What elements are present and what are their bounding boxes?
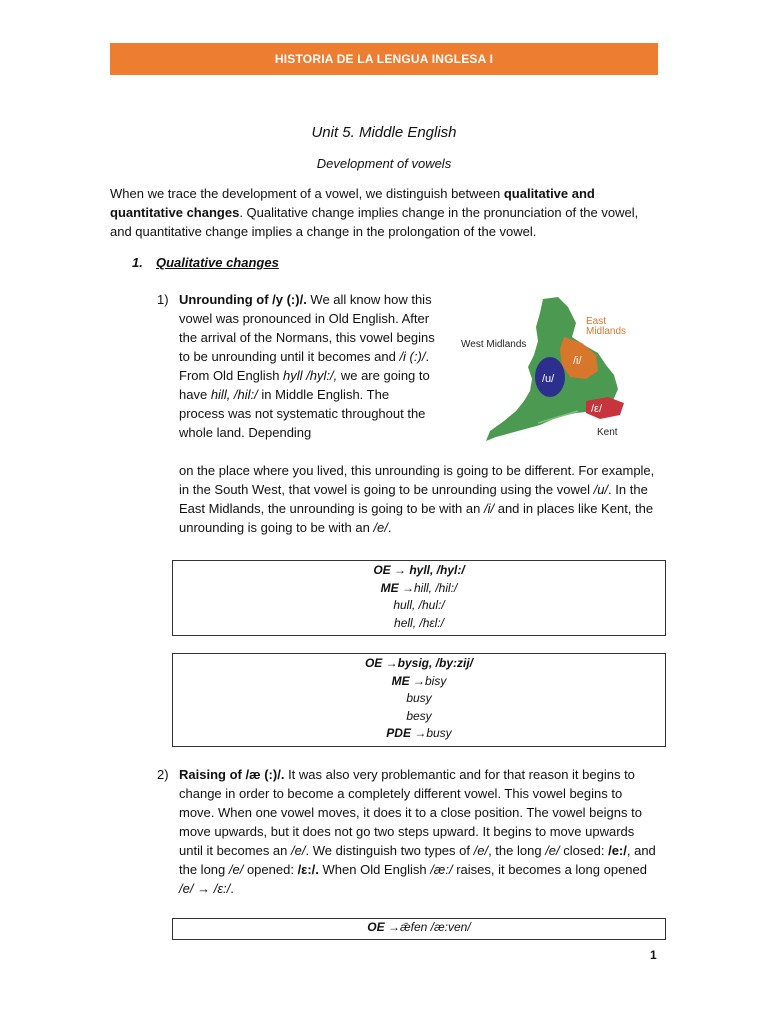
box2-l1-label: OE bbox=[364, 656, 383, 670]
item1-text-d: in Middle English. The process was not systematic throughout the whole land. Depending bbox=[179, 387, 426, 440]
box3-l1-label: OE bbox=[367, 920, 385, 934]
box2-l1-arrow: → bbox=[385, 656, 398, 670]
example-box-hyll bbox=[172, 560, 666, 636]
box1-l2-rest: hill, /hil:/ bbox=[413, 580, 458, 595]
item1-cont-i3: /e/ bbox=[373, 520, 388, 535]
map-label-kent: Kent bbox=[597, 427, 618, 438]
item2-ital-b: /e/ bbox=[473, 843, 489, 858]
item2-text-e: , and the long bbox=[179, 843, 656, 877]
page-title: Unit 5. Middle English bbox=[311, 124, 457, 141]
intro-text-2: . Qualitative change implies change in the pronunciation of the vowel, and quantitative change implies a change in the prolongation of the vowel. bbox=[110, 205, 639, 239]
document-header bbox=[110, 43, 658, 75]
item1-paragraph bbox=[179, 290, 437, 442]
item1-number: 1) bbox=[157, 292, 169, 307]
item1-cont-c: and in places like Kent, the unrounding is going to be with an bbox=[179, 501, 654, 535]
item2-ital-c: /e/ bbox=[545, 843, 560, 858]
item1-cont-i2: /i/ bbox=[483, 501, 495, 516]
item2-ital-h: /e/ bbox=[179, 881, 194, 896]
box2-l2-rest: bisy bbox=[425, 673, 447, 688]
item1-text-c: we are going to have bbox=[179, 368, 430, 402]
map-label-east-midlands-2: Midlands bbox=[586, 326, 627, 337]
map-symbol-u: /u/ bbox=[542, 373, 555, 385]
box1-l1-rest: hyll, /hyl:/ bbox=[406, 563, 465, 577]
intro-text-1: When we trace the development of a vowel, we distinguish between bbox=[110, 186, 504, 201]
box2-l2-label: ME bbox=[391, 673, 410, 688]
item2-ital-i: /ε:/ bbox=[213, 881, 231, 896]
box1-line4: hell, /hεl:/ bbox=[394, 615, 444, 630]
box2-line3: busy bbox=[406, 691, 432, 705]
item1-continuation bbox=[179, 461, 659, 537]
map-label-west-midlands: West Midlands bbox=[461, 339, 527, 350]
box2-l1-rest: bysig, /by:zij/ bbox=[397, 656, 474, 670]
header-title: HISTORIA DE LA LENGUA INGLESA I bbox=[274, 52, 494, 66]
box3-line1 bbox=[173, 919, 665, 937]
item2-text-i: → bbox=[193, 881, 214, 896]
box1-l2-arrow: → bbox=[401, 580, 414, 595]
box1-l1-arrow: → bbox=[394, 563, 406, 577]
box2-line4: besy bbox=[406, 708, 432, 723]
item1-cont-i1: /u/ bbox=[593, 482, 609, 497]
box2-line1 bbox=[173, 655, 665, 673]
england-dialect-map bbox=[448, 293, 660, 453]
item2-paragraph bbox=[179, 765, 659, 898]
item1-heading: Unrounding of /y (:)/. bbox=[179, 292, 307, 307]
box2-l2-arrow: → bbox=[413, 673, 425, 688]
item2-number: 2) bbox=[157, 767, 169, 782]
section-label: Qualitative changes bbox=[156, 255, 279, 270]
box1-line2 bbox=[173, 580, 665, 598]
item2-text-f: opened: bbox=[243, 862, 298, 877]
item2-ital-a: /e/ bbox=[291, 843, 306, 858]
example-box-bysig bbox=[172, 653, 666, 747]
map-label-east-midlands-1: East bbox=[586, 316, 607, 327]
item2-text-a: It was also very problemantic and for that reason it begins to change in order to become a completely different vowel. This vowel begins to move. When one vowel moves, it does it to a close position. The vowel beigns to move upwards, but it does not go two steps upward. It begins to move upwards until it becomes an bbox=[179, 767, 642, 858]
item2-text-g: When Old English bbox=[318, 862, 431, 877]
box3-l1-rest: ǣfen /æ:ven/ bbox=[399, 920, 471, 934]
map-symbol-i: /i/ bbox=[573, 355, 582, 367]
example-box-aefen bbox=[172, 918, 666, 940]
item2-text-d: closed: bbox=[559, 843, 609, 858]
item2-ital-e: /e/ bbox=[228, 862, 244, 877]
box1-l2-label: ME bbox=[380, 580, 399, 595]
item2-text-h: raises, it becomes a long opened bbox=[452, 862, 647, 877]
page-number: 1 bbox=[650, 948, 657, 962]
item2-ital-g: /æ:/ bbox=[430, 862, 453, 877]
item2-bold-d: /e:/ bbox=[608, 843, 627, 858]
section-number: 1. bbox=[132, 255, 143, 270]
item1-ital-a: /i (:)/ bbox=[399, 349, 426, 364]
item2-bold-f: /ε:/. bbox=[297, 862, 319, 877]
item1-ital-b: hyll /hyl:/, bbox=[283, 368, 338, 383]
intro-paragraph bbox=[110, 184, 660, 241]
item2-text-c: , the long bbox=[488, 843, 546, 858]
box2-l5-rest: busy bbox=[426, 726, 452, 740]
box1-line1 bbox=[173, 562, 665, 580]
item1-cont-d: . bbox=[387, 520, 392, 535]
box2-line2 bbox=[173, 673, 665, 691]
item2-text-j: . bbox=[230, 881, 234, 896]
page-subtitle: Development of vowels bbox=[316, 156, 452, 171]
item1-text-a: We all know how this vowel was pronounced in Old English. After the arrival of the Normans, this vowel begins to be unrounding until it becomes and bbox=[179, 292, 435, 364]
item2-text-b: . We distinguish two types of bbox=[305, 843, 474, 858]
item1-cont-a: on the place where you lived, this unrounding is going to be different. For example, in the South West, that vowel is going to be unrounding using the vowel bbox=[179, 463, 655, 497]
item1-ital-c: hill, /hil:/ bbox=[210, 387, 258, 402]
item1-cont-b: . In the East Midlands, the unrounding is going to be with an bbox=[179, 482, 648, 516]
map-symbol-e: /ε/ bbox=[591, 403, 603, 415]
box3-l1-arrow: → bbox=[387, 920, 400, 934]
section-heading bbox=[132, 253, 279, 272]
box1-line3: hull, /hul:/ bbox=[393, 598, 445, 612]
box2-l5-arrow: → bbox=[414, 726, 427, 740]
item1-text-b: . From Old English bbox=[179, 349, 430, 383]
box2-line5 bbox=[173, 725, 665, 743]
intro-bold: qualitative and quantitative changes bbox=[110, 186, 595, 220]
box1-l1-label: OE bbox=[373, 563, 391, 577]
item2-heading: Raising of /æ (:)/. bbox=[179, 767, 285, 782]
box2-l5-label: PDE bbox=[386, 726, 411, 740]
